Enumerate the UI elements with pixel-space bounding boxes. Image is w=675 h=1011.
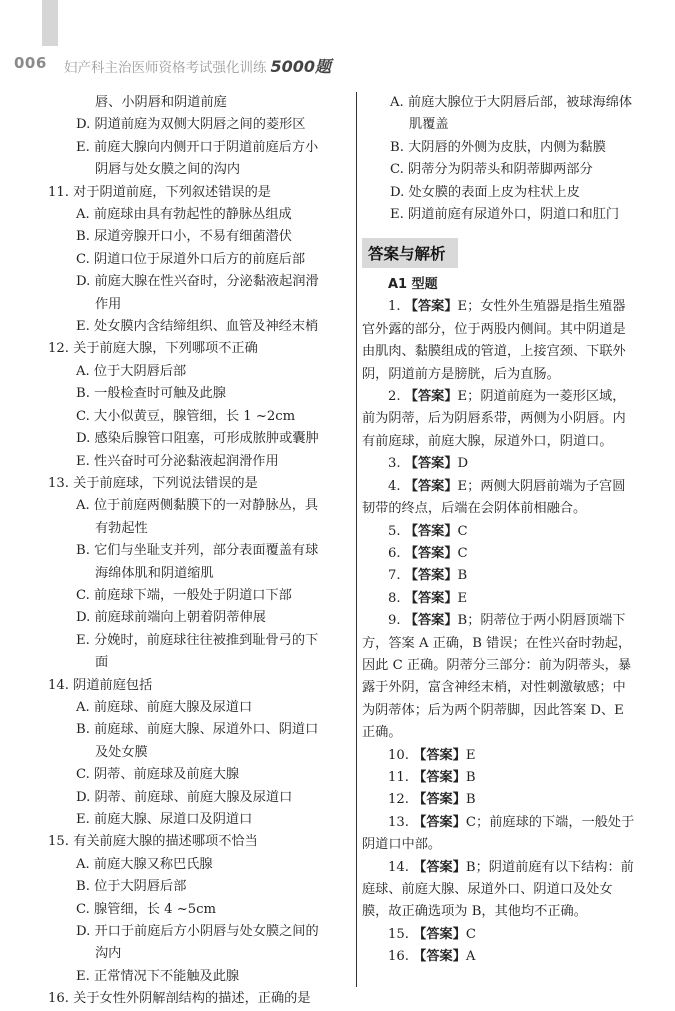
answer-option: C. 前庭球下端，一般处于阴道口下部 [76, 587, 292, 603]
answer-option: C. 腺管细，长 4 ~5cm [76, 901, 217, 917]
page-number: 006 [14, 54, 47, 72]
answer-explanation-line: 官外露的部分，位于两股内侧间。其中阴道是 [362, 321, 626, 337]
answer-number: 14. [388, 859, 414, 875]
answer-line [362, 588, 660, 610]
answer-label: 【答案】 [413, 769, 466, 785]
answer-option: B. 尿道旁腺开口小，不易有细菌潜伏 [76, 229, 292, 245]
answer-option: E. 正常情况下不能触及此腺 [76, 968, 240, 984]
answer-option: D. 开口于前庭后方小阴唇与处女膜之间的 [76, 924, 319, 940]
answer-line [362, 767, 660, 789]
answer-explanation-line: 为阴蒂体；后为两个阴蒂脚，因此答案 D、E [362, 702, 624, 718]
answer-item [362, 812, 660, 857]
answer-explanation-line: 前为阴蒂，后为阴唇系带，两侧为小阴唇。内 [362, 411, 626, 427]
answer-option: D. 处女膜的表面上皮为柱状上皮 [390, 184, 580, 200]
answer-line [362, 386, 660, 408]
answer-label: 【答案】 [413, 814, 466, 830]
answer-option: A. 前庭球由具有勃起性的静脉丛组成 [76, 207, 292, 223]
answer-text: D [457, 456, 469, 472]
answer-item [362, 610, 660, 744]
text-continuation: 唇、小阴唇和阴道前庭 [95, 95, 227, 110]
answer-option: A. 位于大阴唇后部 [76, 363, 187, 379]
answer-option: B. 大阴唇的外侧为皮肤，内侧为黏膜 [390, 139, 606, 155]
answer-text: E；两侧大阴唇前端为子宫圆 [457, 478, 626, 494]
answer-label: 【答案】 [404, 389, 458, 405]
answer-option: C. 阴道口位于尿道外口后方的前庭后部 [76, 251, 306, 267]
answer-text: C [465, 926, 477, 942]
answer-text: B；阴道前庭有以下结构：前 [465, 859, 634, 875]
question-16-options [362, 92, 660, 226]
answer-item [362, 565, 660, 587]
answer-option: B. 前庭球、前庭大腺、尿道外口、阴道口 [76, 722, 319, 738]
answer-item [362, 296, 660, 386]
page-edge-tab [42, 0, 58, 46]
answer-explanation-line: 膜，故正确选项为 B，其他均不正确。 [362, 904, 587, 920]
answer-label: 【答案】 [404, 299, 458, 315]
answer-text: E [465, 747, 476, 763]
answer-option: D. 感染后腺管口阻塞，可形成脓肿或囊肿 [76, 431, 319, 447]
answer-item [362, 946, 660, 968]
answer-number: 13. [388, 814, 414, 830]
answer-explanation-line: 方，答案 A 正确，B 错误；在性兴奋时勃起， [362, 635, 632, 651]
answer-line [362, 453, 660, 475]
answer-option: E. 分娩时，前庭球往往被推到耻骨弓的下 [76, 632, 319, 648]
answer-item [362, 745, 660, 767]
text-continuation: 面 [95, 655, 109, 671]
answer-line [362, 543, 660, 565]
answer-line [362, 745, 660, 767]
book-title-count: 5000题 [270, 57, 332, 76]
answer-item [362, 386, 660, 453]
answer-text: B [457, 568, 468, 584]
question-stem: 12. 关于前庭大腺，下列哪项不正确 [48, 341, 258, 357]
answer-option: B. 位于大阴唇后部 [76, 879, 187, 895]
answer-option: E. 前庭大腺、尿道口及阴道口 [76, 812, 253, 827]
question-stem: 16. 关于女性外阴解剖结构的描述，正确的是 [48, 991, 311, 1007]
question-stem: 13. 关于前庭球，下列说法错误的是 [48, 475, 258, 491]
question-stem: 14. 阴道前庭包括 [48, 677, 153, 693]
text-continuation: 肌覆盖 [409, 117, 449, 133]
answer-number: 10. [388, 747, 414, 763]
answer-item [362, 521, 660, 543]
answers-list [362, 296, 660, 968]
answer-item [362, 543, 660, 565]
answer-item [362, 789, 660, 811]
right-column [362, 92, 660, 969]
answer-label: 【答案】 [404, 568, 458, 584]
page-header [14, 46, 661, 82]
answer-option: A. 前庭大腺又称巴氏腺 [76, 856, 213, 872]
answer-option: D. 阴蒂、前庭球、前庭大腺及尿道口 [76, 789, 293, 805]
book-title-text: 妇产科主治医师资格考试强化训练 [64, 60, 267, 76]
answer-label: 【答案】 [404, 613, 458, 629]
answer-explanation-line: 阴，阴道前方是膀胱，后为直肠。 [362, 366, 560, 382]
section-title: 答案与解析 [368, 245, 446, 264]
answer-text: A [465, 949, 476, 965]
answer-line [362, 924, 660, 946]
answer-explanation-line: 露于外阴，富含神经末梢，对性刺激敏感；中 [362, 680, 626, 696]
answer-option: D. 前庭球前端向上朝着阴蒂伸展 [76, 610, 266, 626]
section-header [362, 238, 458, 268]
answer-line [362, 946, 660, 968]
answer-option: B. 一般检查时可触及此腺 [76, 386, 226, 402]
answer-number: 6. [388, 545, 405, 561]
answer-text: E；阴道前庭为一菱形区域， [457, 389, 626, 405]
answer-line [362, 565, 660, 587]
answer-label: 【答案】 [404, 456, 458, 472]
answer-number: 1. [388, 299, 405, 315]
answer-number: 16. [388, 949, 414, 965]
answer-label: 【答案】 [413, 949, 466, 965]
answer-text: C [457, 545, 468, 561]
answer-label: 【答案】 [413, 859, 466, 875]
answer-line [362, 812, 660, 834]
answer-option: A. 位于前庭两侧黏膜下的一对静脉丛，具 [76, 498, 319, 514]
answer-explanation-line: 韧带的终点，后端在会阴体前相融合。 [362, 501, 587, 517]
answer-label: 【答案】 [404, 478, 458, 494]
answer-label: 【答案】 [404, 523, 458, 539]
answer-item [362, 857, 660, 924]
text-continuation: 阴唇与处女膜之间的沟内 [95, 162, 241, 178]
answer-option: E. 处女膜内含结缔组织、血管及神经末梢 [76, 319, 319, 335]
answer-number: 15. [388, 926, 414, 942]
answer-option: D. 阴道前庭为双侧大阴唇之间的菱形区 [76, 117, 306, 133]
answer-number: 9. [388, 613, 405, 629]
answer-text: B；阴蒂位于两小阴唇顶端下 [457, 613, 626, 629]
answer-number: 3. [388, 456, 405, 472]
answer-text: C；前庭球的下端，一般处于 [465, 814, 635, 830]
answer-line [362, 296, 660, 318]
answer-label: 【答案】 [413, 926, 466, 942]
answer-item [362, 924, 660, 946]
answer-number: 8. [388, 590, 405, 606]
answer-line [362, 857, 660, 879]
answer-text: B [465, 792, 476, 808]
answer-number: 2. [388, 389, 405, 405]
answer-text: C [457, 523, 468, 539]
answer-text: B [465, 769, 476, 785]
answer-number: 12. [388, 792, 414, 808]
answer-number: 11. [388, 769, 414, 785]
answer-line [362, 610, 660, 632]
answer-explanation-line: 由肌肉、黏膜组成的管道，上接宫颈、下联外 [362, 344, 626, 360]
text-continuation: 海绵体肌和阴道缩肌 [95, 565, 214, 581]
question-stem: 15. 有关前庭大腺的描述哪项不恰当 [48, 834, 258, 850]
answer-item [362, 588, 660, 610]
answer-item [362, 453, 660, 475]
text-continuation: 有勃起性 [95, 520, 148, 536]
answer-option: E. 性兴奋时可分泌黏液起润滑作用 [76, 453, 279, 469]
book-title [64, 54, 331, 77]
answer-explanation-line: 阴道口中部。 [362, 837, 442, 853]
text-continuation: 及处女膜 [95, 744, 148, 760]
answer-number: 7. [388, 568, 405, 584]
answer-option: C. 阴蒂分为阴蒂头和阴蒂脚两部分 [390, 162, 593, 178]
answer-line [362, 476, 660, 498]
answer-text: E；女性外生殖器是指生殖器 [457, 299, 626, 315]
answer-option: E. 前庭大腺向内侧开口于阴道前庭后方小 [76, 139, 319, 155]
text-continuation: 沟内 [95, 946, 122, 962]
answer-label: 【答案】 [404, 590, 458, 606]
answer-explanation-line: 庭球、前庭大腺、尿道外口、阴道口及处女 [362, 882, 613, 897]
answer-option: E. 阴道前庭有尿道外口，阴道口和肛门 [390, 207, 620, 223]
answer-item [362, 767, 660, 789]
column-divider [356, 92, 357, 987]
answer-label: 【答案】 [413, 792, 466, 808]
answer-explanation-line: 正确。 [362, 725, 402, 741]
answer-option: D. 前庭大腺在性兴奋时，分泌黏液起润滑 [76, 274, 319, 290]
answer-option: C. 大小似黄豆，腺管细，长 1 ~2cm [76, 408, 296, 424]
text-continuation: 作用 [95, 296, 122, 312]
answer-option: B. 它们与坐耻支并列，部分表面覆盖有球 [76, 543, 319, 559]
question-stem: 11. 对于阴道前庭，下列叙述错误的是 [48, 184, 271, 200]
answer-label: 【答案】 [404, 545, 458, 561]
answer-option: A. 前庭球、前庭大腺及尿道口 [76, 699, 253, 715]
answer-explanation-line: 因此 C 正确。阴蒂分三部分：前为阴蒂头，暴 [362, 657, 632, 673]
answer-option: A. 前庭大腺位于大阴唇后部，被球海绵体 [390, 95, 633, 110]
left-column [48, 92, 350, 1011]
answer-explanation-line: 有前庭球，前庭大腺，尿道外口，阴道口。 [362, 433, 613, 449]
subsection-title: A1 型题 [388, 277, 438, 293]
answer-label: 【答案】 [413, 747, 466, 763]
answer-line [362, 521, 660, 543]
answer-number: 4. [388, 478, 405, 494]
answer-option: C. 阴蒂、前庭球及前庭大腺 [76, 767, 240, 783]
answer-item [362, 476, 660, 521]
answer-text: E [457, 590, 468, 606]
answer-line [362, 789, 660, 811]
answer-number: 5. [388, 523, 405, 539]
